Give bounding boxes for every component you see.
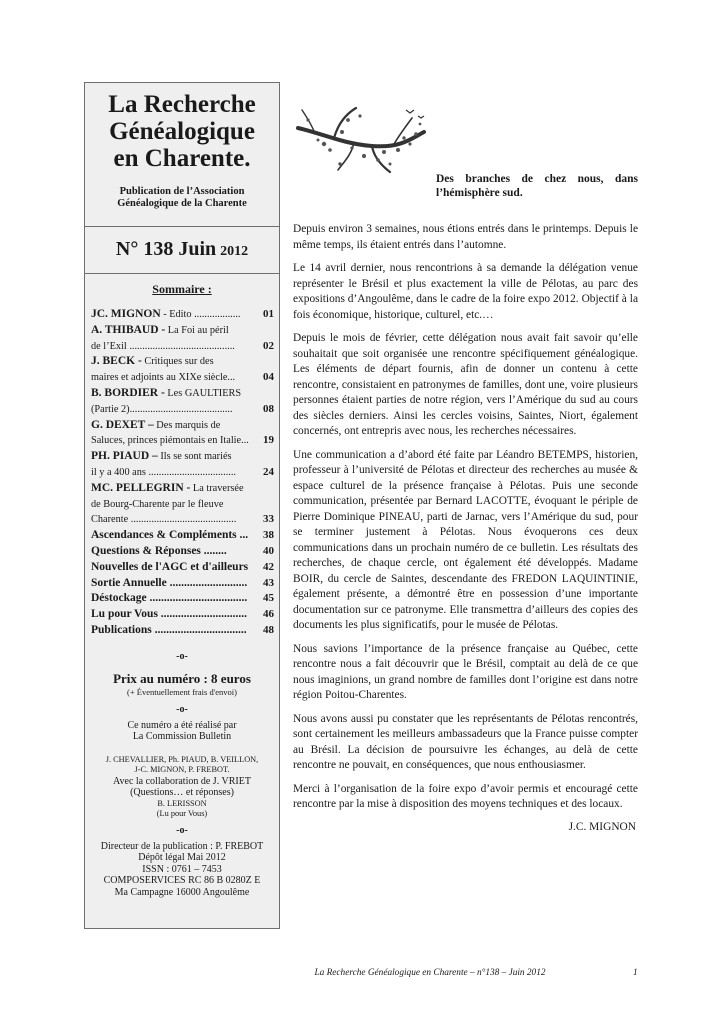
credits-lerisson: B. LERISSON xyxy=(157,798,207,808)
toc-entry-page xyxy=(273,323,274,339)
sidebar-panel xyxy=(84,82,280,929)
article-paragraph: Une communication a d’abord été faite par Léandro BETEMPS, historien, professeur à l’université de Pélotas et directeur des recherches au musée & espace culturel de la présence française à Pélotas. Puis une seconde communication, présentée par Bernard LACOTTE, évoquant le périple de Pierre Dominique PINEAU, parti de Jarnac, vers l’Amérique du sud, pour se terminer justement à Pélotas. Nous évoquerons ces deux communications dans un prochain numéro de ce bulletin. Les résultats des recherches, de chaque cercle, ont également été développés. Madame BOIR, du cercle de Saintes, descendante des FREDON LAQUINTINIE, également présente, a démontré être en possession d’une importante documentation sur ce patronyme. Elle transmettra d’ailleurs des copies des documents les plus significatifs, pour le musée de Pélotas. xyxy=(293,448,638,631)
toc-entry xyxy=(91,339,274,355)
toc-section-entry xyxy=(91,528,274,544)
masthead-subtitle-line: Publication de l’Association xyxy=(119,186,245,197)
toc-entry-title: (Partie 2)........................................ xyxy=(91,403,233,415)
toc-entry-page: 24 xyxy=(263,465,274,478)
toc-entry-page xyxy=(273,418,274,434)
toc-section-entry xyxy=(91,591,274,607)
toc-section-page: 42 xyxy=(263,560,274,573)
toc-section-entry xyxy=(91,623,274,639)
toc-section-page: 45 xyxy=(263,592,274,605)
credits-intro xyxy=(85,720,279,743)
separator: -o- xyxy=(176,824,188,836)
toc-entry-title: il y a 400 ans .................................. xyxy=(91,466,237,478)
toc-entry-page: 19 xyxy=(263,434,274,447)
article-paragraph: Nous avons aussi pu constater que les représentants de Pélotas rencontrés, sont certainement les meilleurs ambassadeurs que la France puisse compter au Brésil. La décision de poursuivre les échanges, au delà de cette rencontre ne pouvait, en conséquences, que nous enthousiasmer. xyxy=(293,712,638,771)
masthead-title-line: en Charente. xyxy=(113,145,251,172)
toc-section-page: 46 xyxy=(263,608,274,621)
publication-rc: COMPOSERVICES RC 86 B 0280Z E xyxy=(103,875,261,887)
toc-entry-page: 04 xyxy=(263,371,274,384)
toc-entry xyxy=(91,418,274,434)
toc-entry xyxy=(91,307,274,323)
credits-names-line: J. CHEVALLIER, Ph. PIAUD, B. VEILLON, xyxy=(105,754,259,764)
publication-director: Directeur de la publication : P. FREBOT xyxy=(100,840,264,852)
toc-section-entry xyxy=(91,607,274,623)
toc-entry-title: de l’Exil ......................................... xyxy=(91,340,235,352)
toc-section-title: Lu pour Vous .............................. xyxy=(91,608,248,621)
toc-entry-title: de Bourg-Charente par le fleuve xyxy=(91,498,224,510)
toc-section-title: Ascendances & Compléments ... xyxy=(91,529,249,542)
toc-entry-author: JC. MIGNON xyxy=(91,308,161,320)
toc-entry-author: MC. PELLEGRIN - xyxy=(91,481,191,494)
toc-entry-author: B. BORDIER - xyxy=(91,386,165,399)
toc-entry-page: 01 xyxy=(263,308,274,320)
toc-entry-page xyxy=(273,449,274,465)
toc-entry-title: Des marquis de xyxy=(153,419,221,431)
toc-entry-title: Les GAULTIERS xyxy=(164,387,242,399)
toc-section-title: Nouvelles de l'AGC et d'ailleurs xyxy=(91,560,249,573)
article-caption: Des branches de chez nous, dans l’hémisphère sud. xyxy=(436,173,638,200)
toc-entry-page xyxy=(273,354,274,370)
toc-entry xyxy=(91,386,274,402)
toc-section-page: 38 xyxy=(263,529,274,542)
toc-section-page: 43 xyxy=(263,576,274,589)
toc-entry xyxy=(91,433,274,449)
toc-entry xyxy=(91,354,274,370)
credits-lerisson-note: (Lu pour Vous) xyxy=(156,809,208,819)
masthead-title-line: Généalogique xyxy=(109,118,255,145)
separator: -o- xyxy=(176,650,188,662)
toc-entry xyxy=(91,370,274,386)
toc-entry-author: G. DEXET – xyxy=(91,418,154,431)
article-paragraph: Depuis le mois de février, cette délégation nous avait fait savoir qu’elle souhaitait que soit organisée une rencontre spécifiquement généalogique. Les éléments de départ fournis, afin de donner un contenu à cette rencontre, consistaient en patronymes de familles, dont une, voire plusieurs personnes étaient parties de notre région, vers l’Amérique du sud au cours des siècles derniers. Ainsi les cercles voisins, Saintes, Niort, également concernés, ont entrepris avec nous, les recherches nécessaires. xyxy=(293,332,638,437)
article-paragraph: Nous savions l’importance de la présence française au Québec, cette rencontre nous a fait découvrir que le Brésil, comptait au delà de ce que nous imaginions, un grand nombre de familles dont l’origine est dans notre région Poitou-Charentes. xyxy=(293,642,638,701)
publication-issn: ISSN : 0761 – 7453 xyxy=(142,863,222,875)
toc-entry-page: 08 xyxy=(263,402,274,415)
masthead-title xyxy=(85,91,279,172)
toc-entry xyxy=(91,512,274,528)
toc-section-title: Déstockage .................................. xyxy=(91,592,248,605)
toc-section-title: Publications ................................ xyxy=(91,623,247,636)
credits-intro-line: La Commission Bulletin xyxy=(132,731,232,743)
masthead-title-line: La Recherche xyxy=(108,91,256,118)
toc-entry xyxy=(91,497,274,513)
toc-entry xyxy=(91,449,274,465)
masthead xyxy=(85,83,279,210)
toc-entry xyxy=(91,465,274,481)
publication-address: Ma Campagne 16000 Angoulême xyxy=(114,886,250,898)
article-paragraph: Depuis environ 3 semaines, nous étions entrés dans le printemps. Depuis le même temps, ils étaient entrés dans l’automne. xyxy=(293,223,638,251)
article-paragraph: Merci à l’organisation de la foire expo d’avoir permis et encouragé cette rencontre par la mise à disposition des moyens techniques et des locaux. xyxy=(293,782,638,810)
toc-entry-page: 02 xyxy=(263,339,274,352)
toc-entry-title: Charente ......................................... xyxy=(91,514,237,526)
issue-number-box xyxy=(85,226,279,274)
toc-section-entry xyxy=(91,576,274,592)
publication-info xyxy=(85,841,279,899)
issue-year: 2012 xyxy=(220,244,249,259)
page-number: 1 xyxy=(633,968,638,978)
article-paragraph: Le 14 avril dernier, nous rencontrions à sa demande la délégation venue représenter le Brésil et plus exactement la ville de Pélotas, au parc des expositions d’Angoulême, dans le cadre de la foire expo 2012. Objectif à la fois économique, historique, culturel, etc.… xyxy=(293,262,638,321)
separator: -o- xyxy=(176,703,188,715)
credits-intro-line: Ce numéro a été réalisé par xyxy=(127,719,237,731)
price-note: (+ Éventuellement frais d'envoi) xyxy=(127,686,237,697)
toc-section-entry xyxy=(91,560,274,576)
toc-entry-title: Critiques sur des xyxy=(141,356,214,368)
toc-entry-title: - Edito .................. xyxy=(160,309,241,320)
toc-entry-author: PH. PIAUD – xyxy=(91,450,158,463)
toc-entry xyxy=(91,481,274,497)
credits-names xyxy=(85,755,279,776)
credits-names-line: J-C. MIGNON, P. FREBOT. xyxy=(134,765,230,775)
toc-entry-page: 33 xyxy=(263,513,274,526)
credits-collab: Avec la collaboration de J. VRIET xyxy=(113,775,251,787)
toc-entry-author: J. BECK - xyxy=(91,355,142,368)
issue-number: N° 138 Juin xyxy=(115,238,217,260)
table-of-contents xyxy=(85,307,279,639)
toc-entry-title: La Foi au péril xyxy=(165,324,229,336)
toc-section-title: Questions & Réponses ........ xyxy=(91,544,227,557)
toc-section-entry xyxy=(91,544,274,560)
sommaire-heading: Sommaire : xyxy=(152,282,212,296)
article-body xyxy=(293,222,638,833)
toc-entry-page xyxy=(273,497,274,513)
toc-entry-title: Saluces, princes piémontais en Italie... xyxy=(91,435,249,447)
toc-entry xyxy=(91,323,274,339)
publication-depot: Dépôt légal Mai 2012 xyxy=(138,852,226,864)
page-footer: La Recherche Généalogique en Charente – n°138 – Juin 2012 xyxy=(314,968,546,978)
toc-entry-title: La traversée xyxy=(190,482,244,494)
toc-entry xyxy=(91,402,274,418)
branch-illustration xyxy=(294,104,429,178)
price-label: Prix au numéro : 8 euros xyxy=(113,670,251,686)
toc-section-title: Sortie Annuelle ........................... xyxy=(91,576,248,589)
article-signature: J.C. MIGNON xyxy=(568,820,636,833)
toc-entry-page xyxy=(273,481,274,497)
masthead-subtitle xyxy=(85,186,279,210)
masthead-subtitle-line: Généalogique de la Charente xyxy=(117,198,247,209)
toc-section-page: 48 xyxy=(263,623,274,636)
toc-entry-page xyxy=(273,386,274,402)
toc-section-page: 40 xyxy=(263,544,274,557)
toc-entry-title: maires et adjoints au XIXe siècle... xyxy=(91,372,236,384)
toc-entry-title: Ils se sont mariés xyxy=(157,451,232,463)
toc-entry-author: A. THIBAUD - xyxy=(91,323,166,336)
credits-collab-note: (Questions… et réponses) xyxy=(130,787,234,799)
